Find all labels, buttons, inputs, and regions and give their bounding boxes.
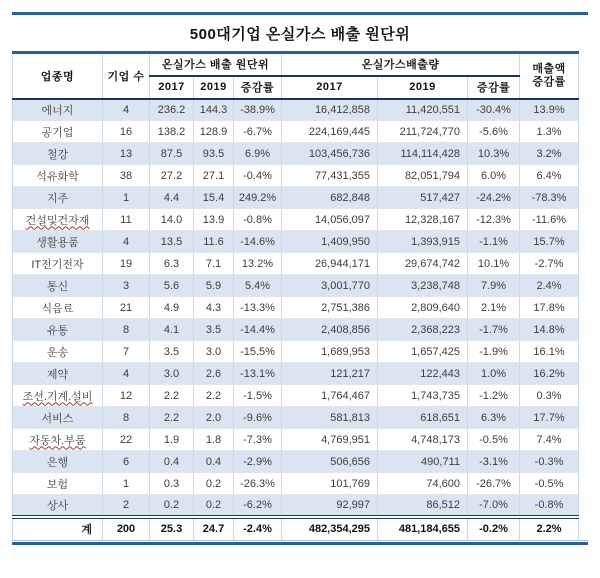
- cell-industry: 유통: [13, 319, 103, 341]
- page-title: 500대기업 온실가스 배출 원단위: [189, 26, 411, 43]
- cell-emissions-change: 6.0%: [468, 165, 520, 187]
- cell-company-count: 13: [103, 143, 150, 165]
- cell-company-count: 4: [103, 99, 150, 121]
- cell-emissions-change: -12.3%: [468, 209, 520, 231]
- cell-emissions-change: -1.2%: [468, 385, 520, 407]
- cell-revenue-change: 3.2%: [520, 143, 579, 165]
- cell-intensity-change: -13.1%: [234, 363, 282, 385]
- cell-intensity-2017: 5.6: [150, 275, 194, 297]
- header-emissions-change: 증감률: [468, 76, 520, 99]
- cell-emissions-change: 6.3%: [468, 407, 520, 429]
- cell-emissions-2017: 26,944,171: [282, 253, 378, 275]
- cell-intensity-change: -13.3%: [234, 297, 282, 319]
- cell-intensity-change: -6.7%: [234, 121, 282, 143]
- cell-intensity-2017: 4.9: [150, 297, 194, 319]
- cell-intensity-2019: 128.9: [194, 121, 234, 143]
- cell-emissions-2017: 1,689,953: [282, 341, 378, 363]
- cell-intensity-2019: 27.1: [194, 165, 234, 187]
- cell-emissions-change: 2.1%: [468, 297, 520, 319]
- cell-intensity-change: -2.9%: [234, 451, 282, 473]
- cell-emissions-2017: 3,001,770: [282, 275, 378, 297]
- cell-company-count: 6: [103, 451, 150, 473]
- table-footer: [13, 517, 579, 540]
- cell-emissions-2019: 490,711: [378, 451, 468, 473]
- cell-intensity-change: -38.9%: [234, 99, 282, 121]
- cell-revenue-change: 16.1%: [520, 341, 579, 363]
- header-revenue-line1: 매출액: [532, 63, 566, 76]
- cell-intensity-change: -26.3%: [234, 473, 282, 495]
- cell-emissions-2019: 3,238,748: [378, 275, 468, 297]
- cell-intensity-2019: 2.2: [194, 385, 234, 407]
- cell-intensity-2017: 2.2: [150, 407, 194, 429]
- total-emissions-2017: 482,354,295: [282, 517, 378, 540]
- cell-company-count: 16: [103, 121, 150, 143]
- table-row: [13, 187, 579, 209]
- table-row: [13, 341, 579, 363]
- cell-revenue-change: 13.9%: [520, 99, 579, 121]
- cell-emissions-2019: 114,114,428: [378, 143, 468, 165]
- table-row: [13, 209, 579, 231]
- cell-intensity-2017: 0.2: [150, 495, 194, 517]
- table-row: [13, 297, 579, 319]
- cell-industry: 조선.기계.설비: [13, 385, 103, 407]
- table-header: [13, 53, 579, 99]
- header-intensity-group: 온실가스 배출 원단위: [150, 53, 282, 76]
- cell-industry: 서비스: [13, 407, 103, 429]
- cell-revenue-change: -78.3%: [520, 187, 579, 209]
- table-row: [13, 407, 579, 429]
- total-label: 계: [13, 517, 103, 540]
- table-row: [13, 451, 579, 473]
- header-industry: 업종명: [13, 53, 103, 99]
- cell-emissions-2019: 11,420,551: [378, 99, 468, 121]
- table-row: [13, 143, 579, 165]
- cell-intensity-change: 5.4%: [234, 275, 282, 297]
- cell-intensity-change: -9.6%: [234, 407, 282, 429]
- cell-emissions-2017: 1,764,467: [282, 385, 378, 407]
- cell-intensity-2017: 3.0: [150, 363, 194, 385]
- cell-emissions-2017: 581,813: [282, 407, 378, 429]
- cell-emissions-2019: 2,368,223: [378, 319, 468, 341]
- cell-emissions-change: -24.2%: [468, 187, 520, 209]
- cell-intensity-2019: 4.3: [194, 297, 234, 319]
- cell-industry: 보험: [13, 473, 103, 495]
- cell-emissions-2019: 122,443: [378, 363, 468, 385]
- total-intensity-change: -2.4%: [234, 517, 282, 540]
- cell-company-count: 1: [103, 187, 150, 209]
- cell-revenue-change: 14.8%: [520, 319, 579, 341]
- cell-emissions-2017: 1,409,950: [282, 231, 378, 253]
- cell-emissions-2017: 92,997: [282, 495, 378, 517]
- cell-intensity-change: -1.5%: [234, 385, 282, 407]
- cell-revenue-change: 15.7%: [520, 231, 579, 253]
- cell-company-count: 21: [103, 297, 150, 319]
- cell-emissions-2019: 4,748,173: [378, 429, 468, 451]
- cell-intensity-change: 13.2%: [234, 253, 282, 275]
- cell-revenue-change: 2.4%: [520, 275, 579, 297]
- cell-emissions-2019: 12,328,167: [378, 209, 468, 231]
- cell-emissions-2017: 224,169,445: [282, 121, 378, 143]
- table-row: [13, 385, 579, 407]
- cell-company-count: 3: [103, 275, 150, 297]
- cell-revenue-change: 7.4%: [520, 429, 579, 451]
- cell-intensity-2019: 7.1: [194, 253, 234, 275]
- cell-intensity-2017: 13.5: [150, 231, 194, 253]
- cell-industry: 에너지: [13, 99, 103, 121]
- cell-emissions-change: -1.1%: [468, 231, 520, 253]
- header-intensity-2017: 2017: [150, 76, 194, 99]
- cell-emissions-change: 10.1%: [468, 253, 520, 275]
- table-row: [13, 231, 579, 253]
- cell-revenue-change: 0.3%: [520, 385, 579, 407]
- cell-revenue-change: 16.2%: [520, 363, 579, 385]
- cell-emissions-2019: 2,809,640: [378, 297, 468, 319]
- cell-intensity-2019: 5.9: [194, 275, 234, 297]
- cell-emissions-change: -0.5%: [468, 429, 520, 451]
- cell-intensity-2017: 138.2: [150, 121, 194, 143]
- table-row: [13, 275, 579, 297]
- total-revenue-change: 2.2%: [520, 517, 579, 540]
- cell-revenue-change: 6.4%: [520, 165, 579, 187]
- cell-revenue-change: -0.5%: [520, 473, 579, 495]
- ghg-intensity-table: [12, 51, 579, 540]
- cell-industry: 제약: [13, 363, 103, 385]
- cell-emissions-2019: 82,051,794: [378, 165, 468, 187]
- cell-emissions-2017: 77,431,355: [282, 165, 378, 187]
- cell-intensity-2019: 11.6: [194, 231, 234, 253]
- cell-emissions-2017: 103,456,736: [282, 143, 378, 165]
- cell-industry: 은행: [13, 451, 103, 473]
- cell-industry: IT전기전자: [13, 253, 103, 275]
- cell-emissions-2017: 4,769,951: [282, 429, 378, 451]
- cell-emissions-change: 7.9%: [468, 275, 520, 297]
- total-emissions-change: -0.2%: [468, 517, 520, 540]
- cell-intensity-change: -15.5%: [234, 341, 282, 363]
- cell-emissions-2019: 74,600: [378, 473, 468, 495]
- total-emissions-2019: 481,184,655: [378, 517, 468, 540]
- table-row: [13, 165, 579, 187]
- cell-intensity-2019: 0.2: [194, 495, 234, 517]
- cell-intensity-2019: 0.4: [194, 451, 234, 473]
- cell-emissions-2017: 14,056,097: [282, 209, 378, 231]
- cell-emissions-2019: 211,724,770: [378, 121, 468, 143]
- header-company-count: 기업 수: [103, 53, 150, 99]
- total-intensity-2019: 24.7: [194, 517, 234, 540]
- cell-intensity-change: -7.3%: [234, 429, 282, 451]
- cell-emissions-2017: 16,412,858: [282, 99, 378, 121]
- cell-emissions-2019: 1,743,735: [378, 385, 468, 407]
- cell-emissions-2019: 618,651: [378, 407, 468, 429]
- cell-company-count: 8: [103, 407, 150, 429]
- cell-industry: 석유화학: [13, 165, 103, 187]
- cell-intensity-2019: 3.5: [194, 319, 234, 341]
- cell-company-count: 4: [103, 363, 150, 385]
- cell-revenue-change: 1.3%: [520, 121, 579, 143]
- cell-intensity-2017: 6.3: [150, 253, 194, 275]
- cell-emissions-2017: 682,848: [282, 187, 378, 209]
- cell-industry: 공기업: [13, 121, 103, 143]
- cell-intensity-2017: 4.1: [150, 319, 194, 341]
- cell-company-count: 2: [103, 495, 150, 517]
- cell-emissions-2019: 86,512: [378, 495, 468, 517]
- cell-emissions-2019: 517,427: [378, 187, 468, 209]
- cell-revenue-change: 17.8%: [520, 297, 579, 319]
- cell-intensity-2017: 27.2: [150, 165, 194, 187]
- table-row: [13, 121, 579, 143]
- cell-revenue-change: -0.8%: [520, 495, 579, 517]
- cell-intensity-change: 249.2%: [234, 187, 282, 209]
- cell-industry: 철강: [13, 143, 103, 165]
- cell-intensity-change: -14.4%: [234, 319, 282, 341]
- header-revenue-line2: 증감률: [532, 75, 566, 88]
- cell-company-count: 4: [103, 231, 150, 253]
- cell-emissions-2017: 121,217: [282, 363, 378, 385]
- cell-industry: 지주: [13, 187, 103, 209]
- total-company-count: 200: [103, 517, 150, 540]
- cell-emissions-2017: 2,751,386: [282, 297, 378, 319]
- cell-intensity-2017: 2.2: [150, 385, 194, 407]
- table-bottom-rule: [12, 540, 588, 545]
- cell-emissions-change: -3.1%: [468, 451, 520, 473]
- cell-company-count: 12: [103, 385, 150, 407]
- cell-intensity-2017: 3.5: [150, 341, 194, 363]
- cell-revenue-change: -11.6%: [520, 209, 579, 231]
- cell-intensity-2017: 14.0: [150, 209, 194, 231]
- cell-revenue-change: -2.7%: [520, 253, 579, 275]
- cell-company-count: 38: [103, 165, 150, 187]
- header-emissions-group: 온실가스배출량: [282, 53, 520, 76]
- total-intensity-2017: 25.3: [150, 517, 194, 540]
- cell-company-count: 7: [103, 341, 150, 363]
- cell-company-count: 1: [103, 473, 150, 495]
- cell-intensity-2017: 87.5: [150, 143, 194, 165]
- cell-emissions-change: 1.0%: [468, 363, 520, 385]
- cell-intensity-change: -0.4%: [234, 165, 282, 187]
- cell-industry: 운송: [13, 341, 103, 363]
- table-row: [13, 495, 579, 517]
- cell-intensity-2019: 15.4: [194, 187, 234, 209]
- cell-intensity-change: -6.2%: [234, 495, 282, 517]
- cell-emissions-change: -1.9%: [468, 341, 520, 363]
- cell-emissions-2017: 506,656: [282, 451, 378, 473]
- header-emissions-2019: 2019: [378, 76, 468, 99]
- cell-emissions-change: -5.6%: [468, 121, 520, 143]
- cell-intensity-2019: 3.0: [194, 341, 234, 363]
- cell-emissions-change: 10.3%: [468, 143, 520, 165]
- cell-revenue-change: -0.3%: [520, 451, 579, 473]
- total-row: [13, 517, 579, 540]
- cell-company-count: 8: [103, 319, 150, 341]
- header-emissions-2017: 2017: [282, 76, 378, 99]
- cell-emissions-2019: 1,657,425: [378, 341, 468, 363]
- cell-emissions-change: -7.0%: [468, 495, 520, 517]
- cell-industry: 식음료: [13, 297, 103, 319]
- cell-intensity-change: -0.8%: [234, 209, 282, 231]
- cell-intensity-2017: 236.2: [150, 99, 194, 121]
- header-revenue-change: [520, 53, 579, 99]
- cell-company-count: 11: [103, 209, 150, 231]
- cell-intensity-change: 6.9%: [234, 143, 282, 165]
- cell-intensity-2019: 2.0: [194, 407, 234, 429]
- cell-intensity-2019: 13.9: [194, 209, 234, 231]
- cell-industry: 상사: [13, 495, 103, 517]
- cell-intensity-change: -14.6%: [234, 231, 282, 253]
- header-intensity-change: 증감률: [234, 76, 282, 99]
- industry-table-body: [13, 99, 579, 517]
- header-intensity-2019: 2019: [194, 76, 234, 99]
- cell-company-count: 19: [103, 253, 150, 275]
- cell-industry: 생활용품: [13, 231, 103, 253]
- cell-company-count: 22: [103, 429, 150, 451]
- cell-industry: 건설및건자재: [13, 209, 103, 231]
- cell-industry: 자동차.부품: [13, 429, 103, 451]
- table-row: [13, 253, 579, 275]
- table-row: [13, 363, 579, 385]
- cell-intensity-2017: 0.3: [150, 473, 194, 495]
- table-row: [13, 319, 579, 341]
- table-row: [13, 429, 579, 451]
- table-row: [13, 473, 579, 495]
- cell-intensity-2019: 144.3: [194, 99, 234, 121]
- cell-intensity-2017: 1.9: [150, 429, 194, 451]
- cell-intensity-2019: 1.8: [194, 429, 234, 451]
- cell-revenue-change: 17.7%: [520, 407, 579, 429]
- cell-emissions-change: -1.7%: [468, 319, 520, 341]
- cell-emissions-change: -30.4%: [468, 99, 520, 121]
- cell-intensity-2017: 4.4: [150, 187, 194, 209]
- cell-emissions-2019: 29,674,742: [378, 253, 468, 275]
- cell-intensity-2019: 0.2: [194, 473, 234, 495]
- cell-emissions-2017: 101,769: [282, 473, 378, 495]
- cell-intensity-2017: 0.4: [150, 451, 194, 473]
- cell-intensity-2019: 2.6: [194, 363, 234, 385]
- cell-industry: 통신: [13, 275, 103, 297]
- cell-emissions-2017: 2,408,856: [282, 319, 378, 341]
- cell-intensity-2019: 93.5: [194, 143, 234, 165]
- table-row: [13, 99, 579, 121]
- cell-emissions-change: -26.7%: [468, 473, 520, 495]
- cell-emissions-2019: 1,393,915: [378, 231, 468, 253]
